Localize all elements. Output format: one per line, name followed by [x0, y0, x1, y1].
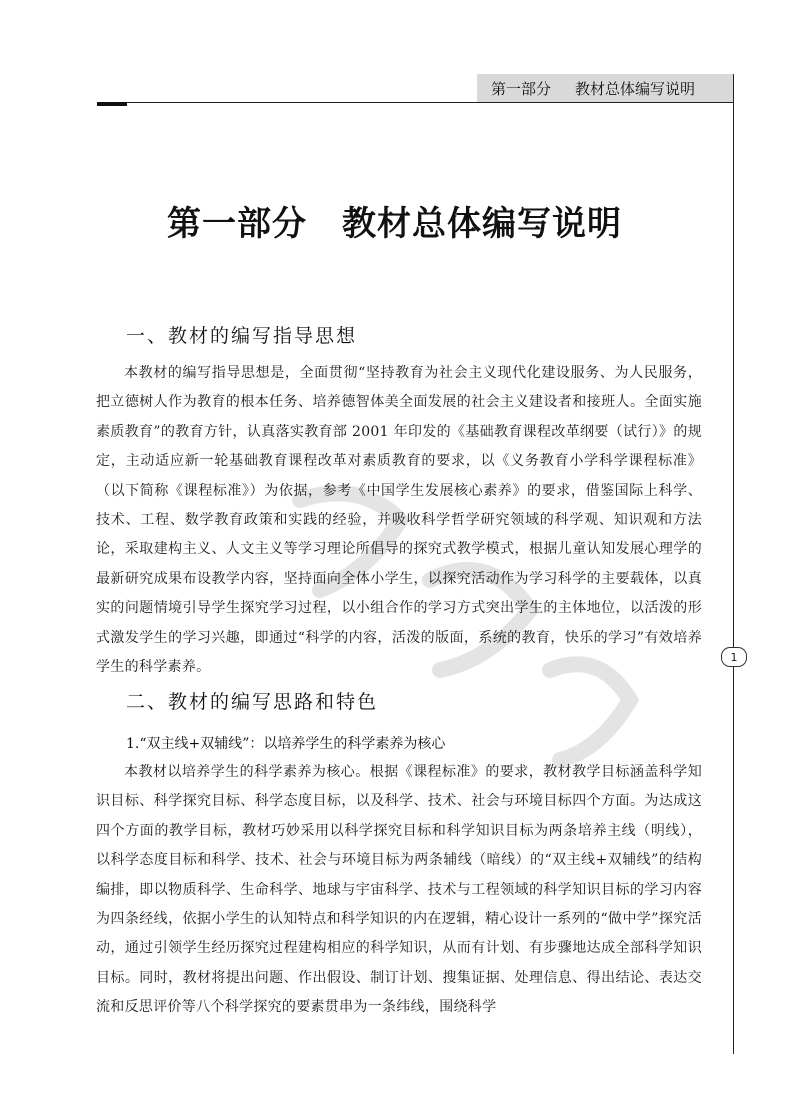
section-1-paragraph: 本教材的编写指导思想是，全面贯彻“坚持教育为社会主义现代化建设服务、为人民服务，把立德树人作为教育的根本任务、培养德智体美全面发展的社会主义建设者和接班人。全面实施素质教育”的教育方针，认真落实教育部 2001 年印发的《基础教育课程改革纲要（试行）》的规定，主动适应新一轮基础教育课程改革对素质教育的要求，以《义务教育小学科学课程标准》（以下简称《课程标准》）为依据，参考《中国学生发展核心素养》的要求，借鉴国际上科学、技术、工程、数学教育政策和实践的经验，并吸收科学哲学研究领域的科学观、知识观和方法论，采取建构主义、人文主义等学习理论所倡导的探究式教学模式，根据儿童认知发展心理学的最新研究成果布设教学内容，坚持面向全体小学生，以探究活动作为学习科学的主要载体，以真实的问题情境引导学生探究学习过程，以小组合作的学习方式突出学生的主体地位，以活泼的形式激发学生的学习兴趣，即通过“科学的内容，活泼的版面，系统的教育，快乐的学习”有效培养学生的科学素养。	[96, 365, 702, 676]
page-number: 1	[721, 647, 747, 667]
running-header	[477, 74, 733, 102]
section-2-paragraph: 本教材以培养学生的科学素养为核心。根据《课程标准》的要求，教材教学目标涵盖科学知识目标、科学探究目标、科学态度目标，以及科学、技术、社会与环境目标四个方面。为达成这四个方面的教学目标，教材巧妙采用以科学探究目标和科学知识目标为两条培养主线（明线），以科学态度目标和科学、技术、社会与环境目标为两条辅线（暗线）的“双主线+双辅线”的结构编排，即以物质科学、生命科学、地球与宇宙科学、技术与工程领域的科学知识目标的学习内容为四条经线，依据小学生的认知特点和科学知识的内在逻辑，精心设计一系列的“做中学”探究活动，通过引领学生经历探究过程建构相应的科学知识，从而有计划、有步骤地达成全部科学知识目标。同时，教材将提出问题、作出假设、制订计划、搜集证据、处理信息、得出结论、表达交流和反思评价等八个科学探究的要素贯串为一条纬线，围绕科学	[96, 764, 702, 1016]
header-rule-accent	[97, 102, 127, 106]
section-2-subheading: 1.“双主线+双辅线”：以培养学生的科学素养为核心	[126, 736, 446, 752]
section-1-heading: 一、教材的编写指导思想	[126, 325, 358, 347]
page-title: 第一部分 教材总体编写说明	[167, 204, 622, 244]
header-part: 第一部分	[491, 79, 552, 98]
section-2-heading: 二、教材的编写思路和特色	[126, 691, 379, 713]
header-section: 教材总体编写说明	[575, 79, 696, 98]
header-rule	[97, 102, 734, 103]
